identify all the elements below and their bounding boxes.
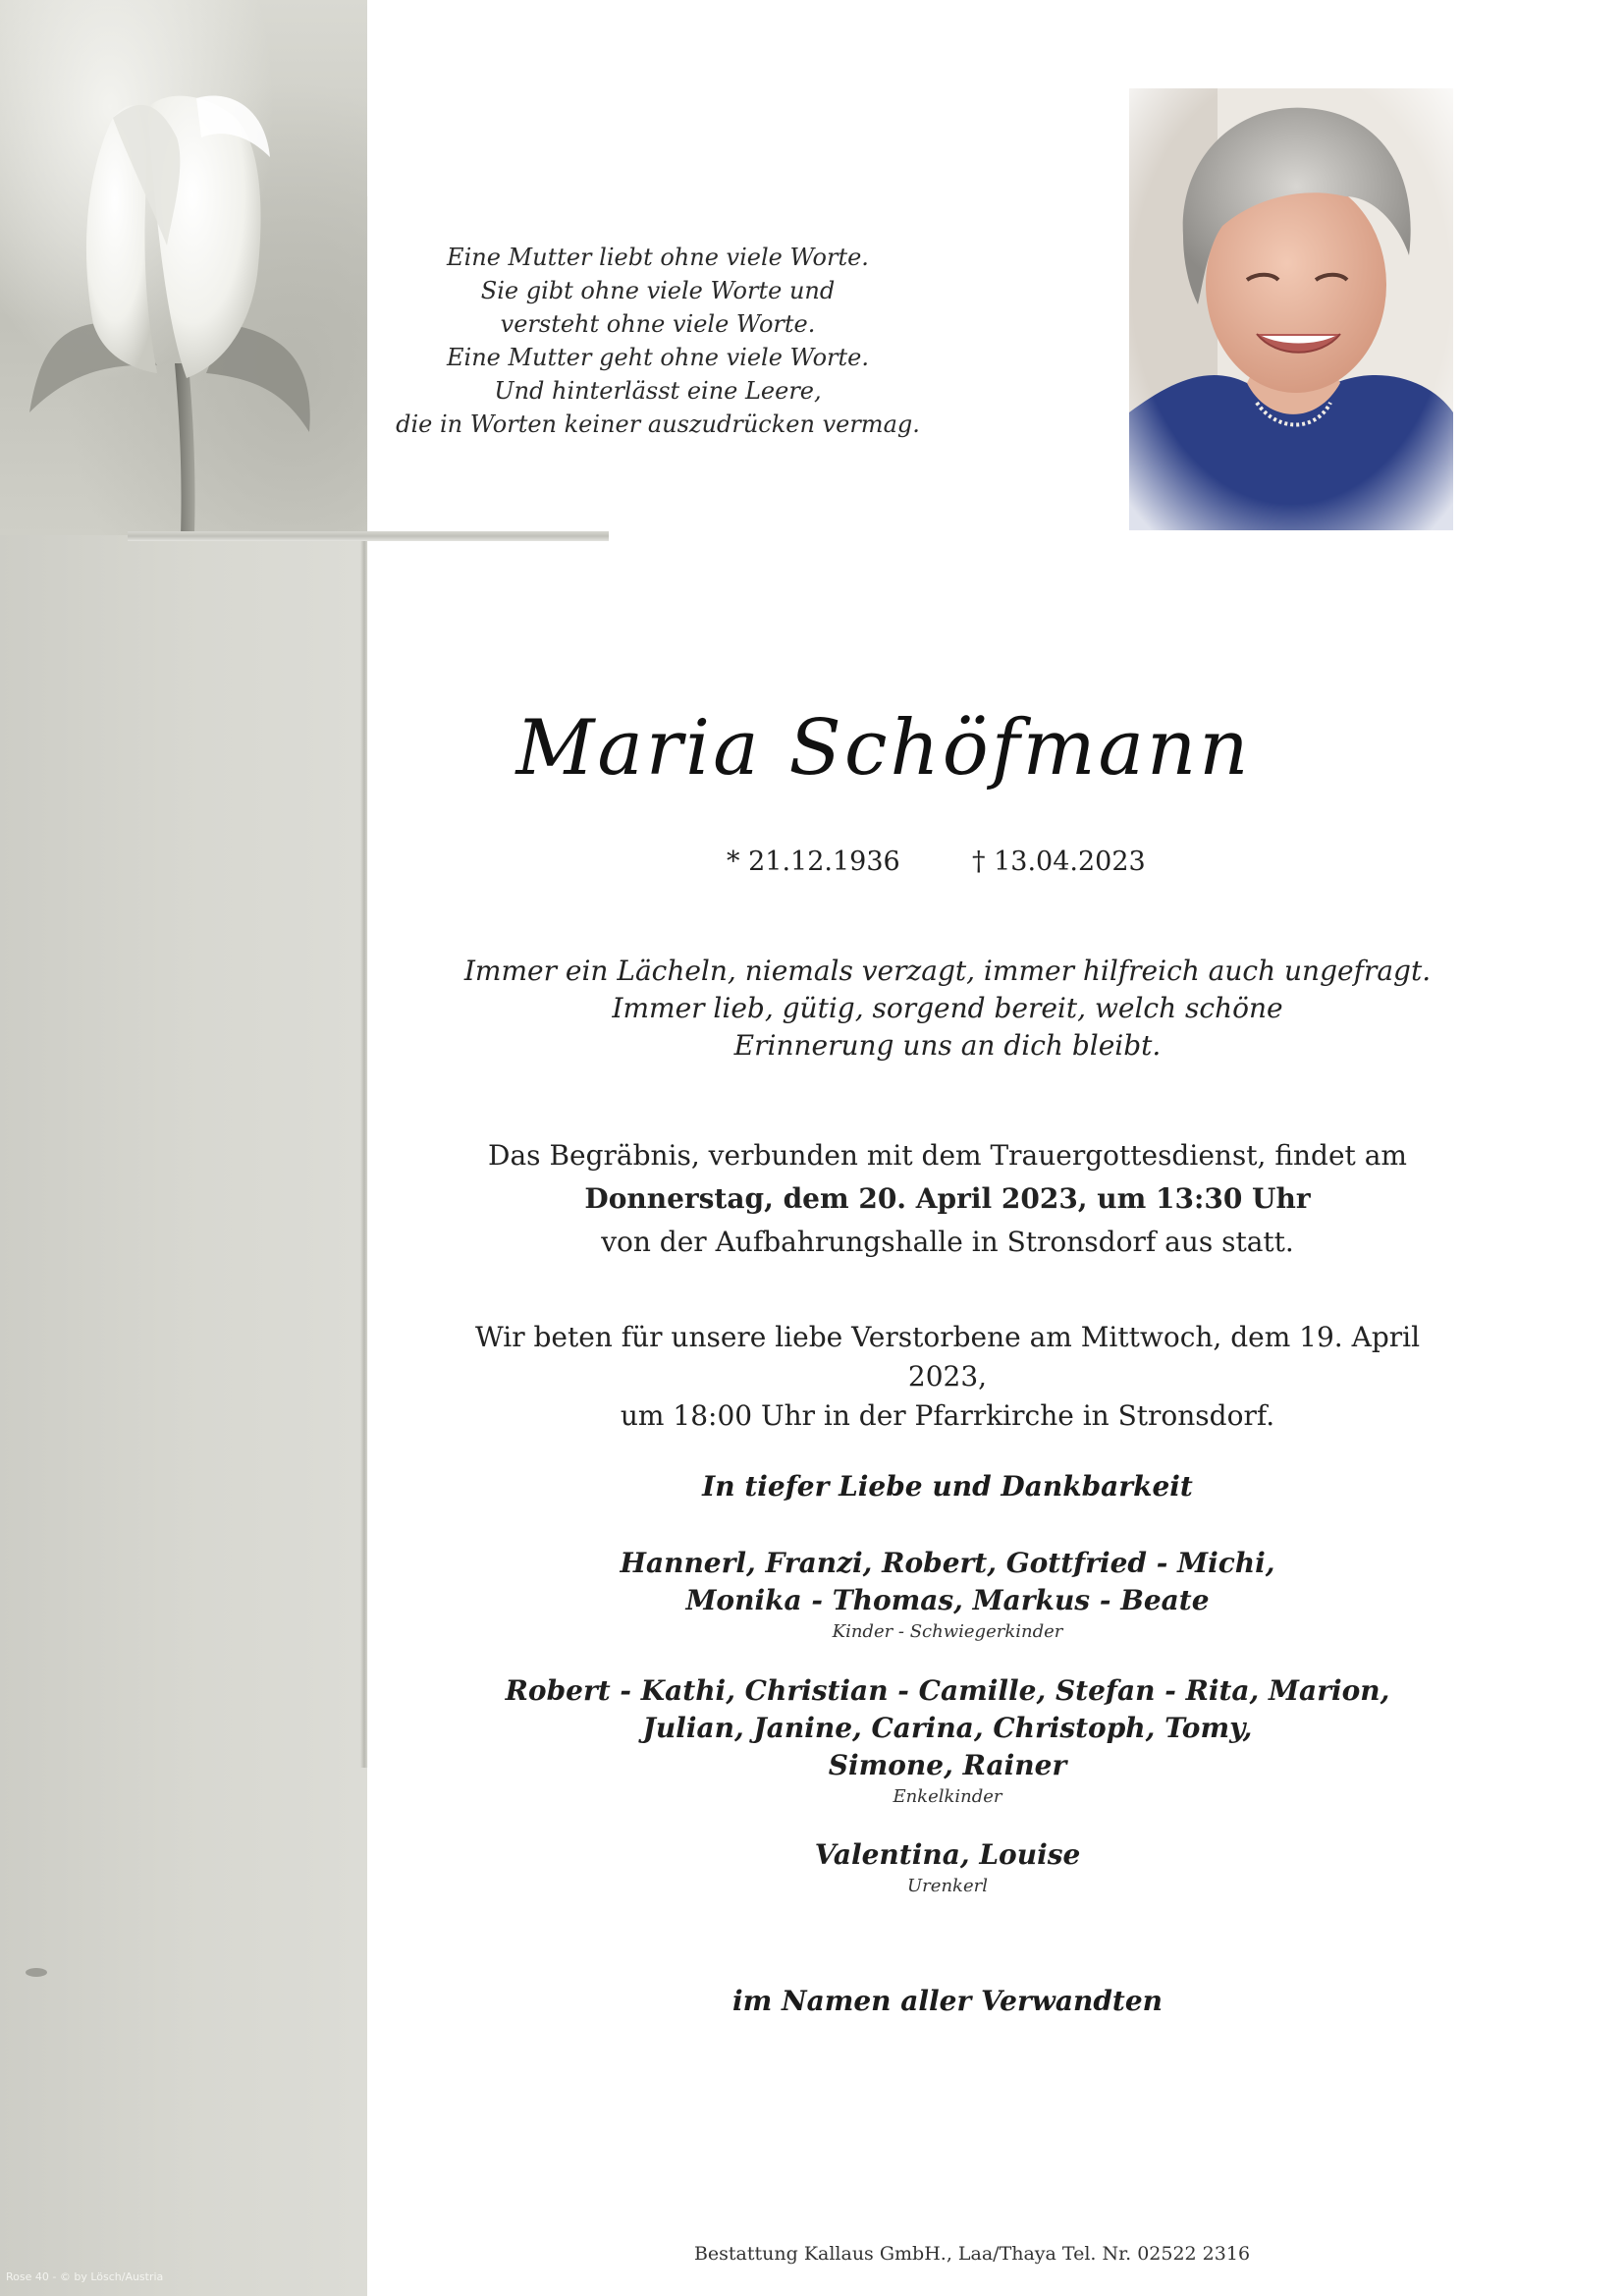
- mourner-group-great-grandchildren: [432, 1836, 1463, 1899]
- funeral-line: Das Begräbnis, verbunden mit dem Trauergottesdienst, findet am: [488, 1139, 1407, 1172]
- rose-icon: [0, 0, 367, 535]
- image-credit: Rose 40 - © by Lösch/Austria: [6, 2270, 164, 2283]
- death-date: † 13.04.2023: [972, 847, 1146, 877]
- mourner-names: Hannerl, Franzi, Robert, Gottfried - Michi,: [620, 1547, 1275, 1579]
- mourner-group-children: [432, 1545, 1463, 1645]
- funeral-home-footer: Bestattung Kallaus GmbH., Laa/Thaya Tel. Nr. 02522 2316: [693, 2243, 1251, 2265]
- verse-line: Immer lieb, gütig, sorgend bereit, welch schöne: [612, 992, 1283, 1024]
- poem-line: die in Worten keiner auszudrücken vermag.: [396, 410, 920, 438]
- mourner-role: Enkelkinder: [893, 1786, 1002, 1807]
- mourner-names: Robert - Kathi, Christian - Camille, Stefan - Rita, Marion,: [505, 1674, 1390, 1707]
- prayer-line: um 18:00 Uhr in der Pfarrkirche in Stronsdorf.: [620, 1399, 1275, 1432]
- decorative-dot: [26, 1968, 47, 1977]
- mourner-names: Julian, Janine, Carina, Christoph, Tomy,: [642, 1712, 1253, 1744]
- funeral-announcement: [432, 1134, 1463, 1264]
- signoff: In tiefer Liebe und Dankbarkeit: [702, 1470, 1193, 1503]
- poem: [383, 241, 933, 441]
- closing-line: im Namen aller Verwandten: [731, 1985, 1164, 2017]
- mourner-names: Valentina, Louise: [814, 1838, 1081, 1871]
- mourner-role: Urenkerl: [907, 1876, 988, 1896]
- poem-line: Eine Mutter liebt ohne viele Worte.: [447, 244, 869, 271]
- mourner-role: Kinder - Schwiegerkinder: [832, 1621, 1063, 1642]
- mourner-names: Simone, Rainer: [828, 1749, 1067, 1781]
- rose-image: [0, 0, 367, 535]
- birth-date: * 21.12.1936: [727, 847, 900, 877]
- funeral-location: von der Aufbahrungshalle in Stronsdorf aus statt.: [601, 1226, 1294, 1258]
- portrait-icon: [1129, 88, 1453, 530]
- funeral-date: Donnerstag, dem 20. April 2023, um 13:30 Uhr: [584, 1182, 1311, 1215]
- poem-line: Sie gibt ohne viele Worte und: [480, 277, 836, 304]
- mourner-names: Monika - Thomas, Markus - Beate: [685, 1584, 1210, 1616]
- cross-horizontal-bar: [128, 531, 609, 541]
- mourner-group-grandchildren: [432, 1672, 1463, 1810]
- verse-line: Erinnerung uns an dich bleibt.: [733, 1029, 1162, 1062]
- memorial-verse: [432, 953, 1463, 1065]
- portrait-photo: [1129, 88, 1453, 530]
- poem-line: versteht ohne viele Worte.: [500, 310, 816, 338]
- poem-line: Und hinterlässt eine Leere,: [494, 377, 822, 405]
- poem-line: Eine Mutter geht ohne viele Worte.: [447, 344, 869, 371]
- prayer-line: Wir beten für unsere liebe Verstorbene am Mittwoch, dem 19. April 2023,: [474, 1321, 1421, 1393]
- verse-line: Immer ein Lächeln, niemals verzagt, immer hilfreich auch ungefragt.: [463, 955, 1432, 987]
- deceased-name: Maria Schöfmann: [515, 704, 1252, 793]
- life-dates: [687, 845, 1237, 880]
- prayer-announcement: [432, 1318, 1463, 1436]
